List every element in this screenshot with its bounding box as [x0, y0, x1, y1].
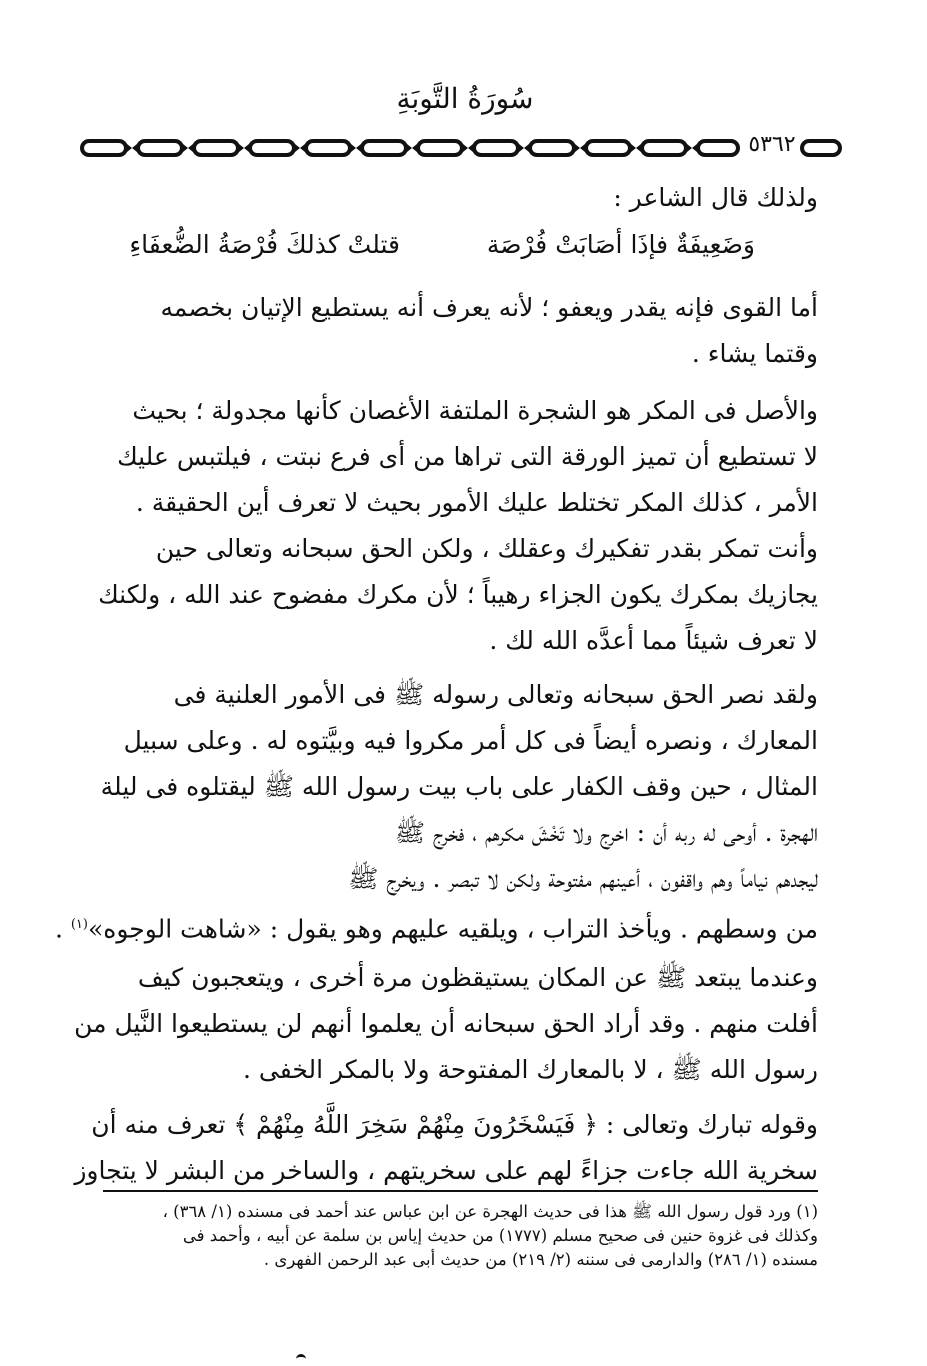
- body-line: المثال ، حين وقف الكفار على باب بيت رسول الله ﷺ ليقتلوه فى ليلة: [100, 772, 818, 801]
- body-line: يجازيك بمكرك يكون الجزاء رهيباً ؛ لأن مكرك مفضوح عند الله ، ولكنك: [98, 580, 818, 609]
- intro-line: ولذلك قال الشاعر :: [613, 183, 818, 212]
- body-line: سخرية الله جاءت جزاءً لهم على سخريتهم ، والساخر من البشر لا يتجاوز: [74, 1156, 818, 1185]
- footnote-divider: [103, 1190, 818, 1192]
- poem-verse-first: وَضَعِيفَةٌ فإذَا أصَابَتْ فُرْصَة: [486, 230, 755, 259]
- ornament-end: [800, 135, 842, 161]
- body-line: المعارك ، ونصره أيضاً فى كل أمر مكروا فيه وبيَّتوه له . وعلى سبيل: [123, 726, 818, 755]
- ornament-border: [80, 135, 740, 161]
- body-line: أما القوى فإنه يقدر ويعفو ؛ لأنه يعرف أنه يستطيع الإتيان بخصمه: [160, 293, 818, 322]
- bottom-edge-mark: [296, 1354, 306, 1363]
- page-number: ٥٣٦٢: [748, 132, 796, 157]
- footnote-marker: (١): [70, 917, 88, 932]
- footnote-line: (١) ورد قول رسول الله ﷺ هذا فى حديث الهجرة عن ابن عباس عند أحمد فى مسنده (١/ ٣٦٨) ،: [162, 1202, 818, 1221]
- body-line: ولقد نصر الحق سبحانه وتعالى رسوله ﷺ فى الأمور العلنية فى: [173, 680, 818, 709]
- body-line-with-footnote: [54, 902, 818, 952]
- body-line: لا تعرف شيئاً مما أعدَّه الله لك .: [489, 626, 818, 655]
- body-line: والأصل فى المكر هو الشجرة الملتفة الأغصان كأنها مجدولة ؛ بحيث: [132, 396, 818, 425]
- body-line: لا تستطيع أن تميز الورقة التى تراها من أى فرع نبتت ، فيلتبس عليك: [117, 442, 818, 471]
- footnote-line: وكذلك فى غزوة حنين فى صحيح مسلم (١٧٧٧) من حديث إياس بن سلمة عن أبيه ، وأحمد فى: [182, 1226, 818, 1245]
- poem-verse-second: قتلتْ كذلكَ فُرْصَةُ الضُّعفَاءِ: [129, 230, 400, 259]
- surah-title: سُورَةُ التَّوبَةِ: [396, 82, 534, 115]
- body-line: وعندما يبتعد ﷺ عن المكان يستيقظون مرة أخرى ، ويتعجبون كيف: [137, 963, 818, 992]
- body-line: أفلت منهم . وقد أراد الحق سبحانه أن يعلموا أنهم لن يستطيعوا النَّيل من: [74, 1009, 818, 1038]
- body-line-tail: .: [54, 914, 71, 944]
- body-line: الهجرة . أوحى له ربه أن : اخرج ولا تَخْشَ مكرهم ، فخرج ﷺ: [394, 818, 818, 847]
- body-line-text: من وسطهم . ويأخذ التراب ، ويلقيه عليهم وهو يقول : «شاهت الوجوه»: [87, 914, 818, 944]
- body-line: رسول الله ﷺ ، لا بالمعارك المفتوحة ولا بالمكر الخفى .: [242, 1055, 818, 1084]
- body-line: وقوله تبارك وتعالى : ﴿ فَيَسْخَرُونَ مِنْهُمْ سَخِرَ اللَّهُ مِنْهُمْ ﴾ تعرف منه أن: [91, 1110, 818, 1139]
- body-line: ليجدهم نياماً وهم واقفون ، أعينهم مفتوحة ولكن لا تبصر . ويخرج ﷺ: [348, 864, 818, 893]
- body-line: الأمر ، كذلك المكر تختلط عليك الأمور بحيث لا تعرف أين الحقيقة .: [135, 488, 818, 517]
- body-line: وقتما يشاء .: [691, 339, 818, 368]
- body-line: وأنت تمكر بقدر تفكيرك وعقلك ، ولكن الحق سبحانه وتعالى حين: [155, 534, 818, 563]
- footnote-line: مسنده (١/ ٢٨٦) والدارمى فى سننه (٢/ ٢١٩) من حديث أبى عبد الرحمن الفهرى .: [263, 1250, 818, 1269]
